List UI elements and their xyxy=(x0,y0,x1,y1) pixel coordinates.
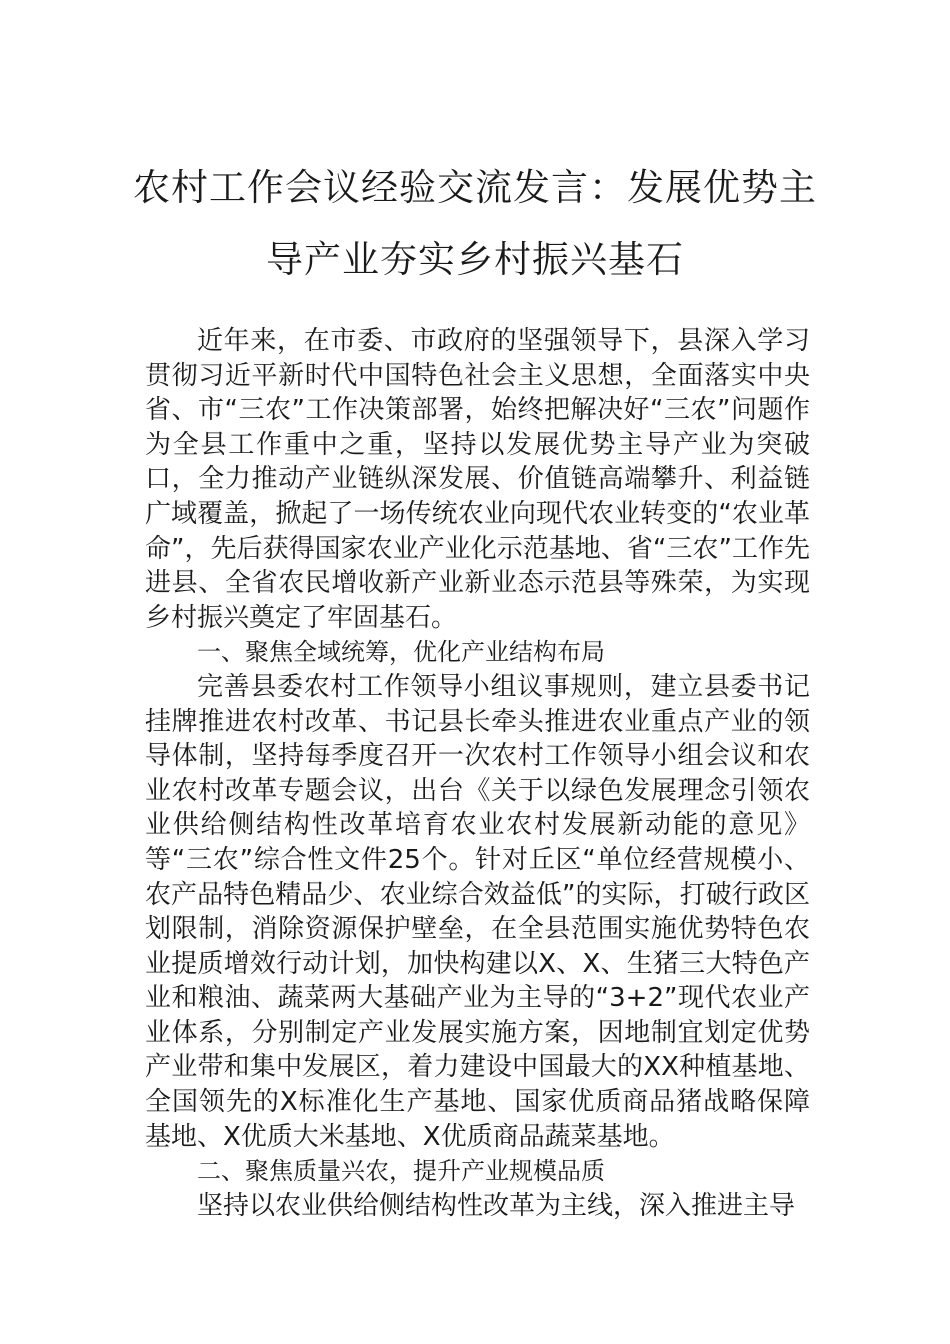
section-1-paragraph: 完善县委农村工作领导小组议事规则，建立县委书记挂牌推进农村改革、书记县长牵头推进农业重点产业的领导体制，坚持每季度召开一次农村工作领导小组会议和农业农村改革专题会议，出台《关于以绿色发展理念引领农业供给侧结构性改革培育农业农村发展新动能的意见》等“三农”综合性文件25个。针对丘区“单位经营规模小、农产品特色精品少、农业综合效益低”的实际，打破行政区划限制，消除资源保护壁垒，在全县范围实施优势特色农业提质增效行动计划，加快构建以X、X、生猪三大特色产业和粮油、蔬菜两大基础产业为主导的“3+2”现代农业产业体系，分别制定产业发展实施方案，因地制宜划定优势产业带和集中发展区，着力建设中国最大的XX种植基地、全国领先的X标准化生产基地、国家优质商品猪战略保障基地、X优质大米基地、X优质商品蔬菜基地。 xyxy=(145,671,810,1152)
title-line-2: 导产业夯实乡村振兴基石 xyxy=(266,238,684,281)
section-2-paragraph: 坚持以农业供给侧结构性改革为主线，深入推进主导 xyxy=(197,1190,796,1221)
section-heading-1: 一、聚焦全域统筹，优化产业结构布局 xyxy=(197,638,605,667)
title-line-1: 农村工作会议经验交流发言：发展优势主 xyxy=(133,166,817,209)
intro-paragraph: 近年来，在市委、市政府的坚强领导下，县深入学习贯彻习近平新时代中国特色社会主义思想，全面落实中央省、市“三农”工作决策部署，始终把解决好“三农”问题作为全县工作重中之重，坚持以发展优势主导产业为突破口，全力推动产业链纵深发展、价值链高端攀升、利益链广域覆盖，掀起了一场传统农业向现代农业转变的“农业革命”，先后获得国家农业产业化示范基地、省“三农”工作先进县、全省农民增收新产业新业态示范县等殊荣，为实现乡村振兴奠定了牢固基石。 xyxy=(145,326,810,633)
document-body xyxy=(145,324,810,1223)
section-heading-2: 二、聚焦质量兴农，提升产业规模品质 xyxy=(197,1157,605,1186)
document-title xyxy=(100,152,850,296)
